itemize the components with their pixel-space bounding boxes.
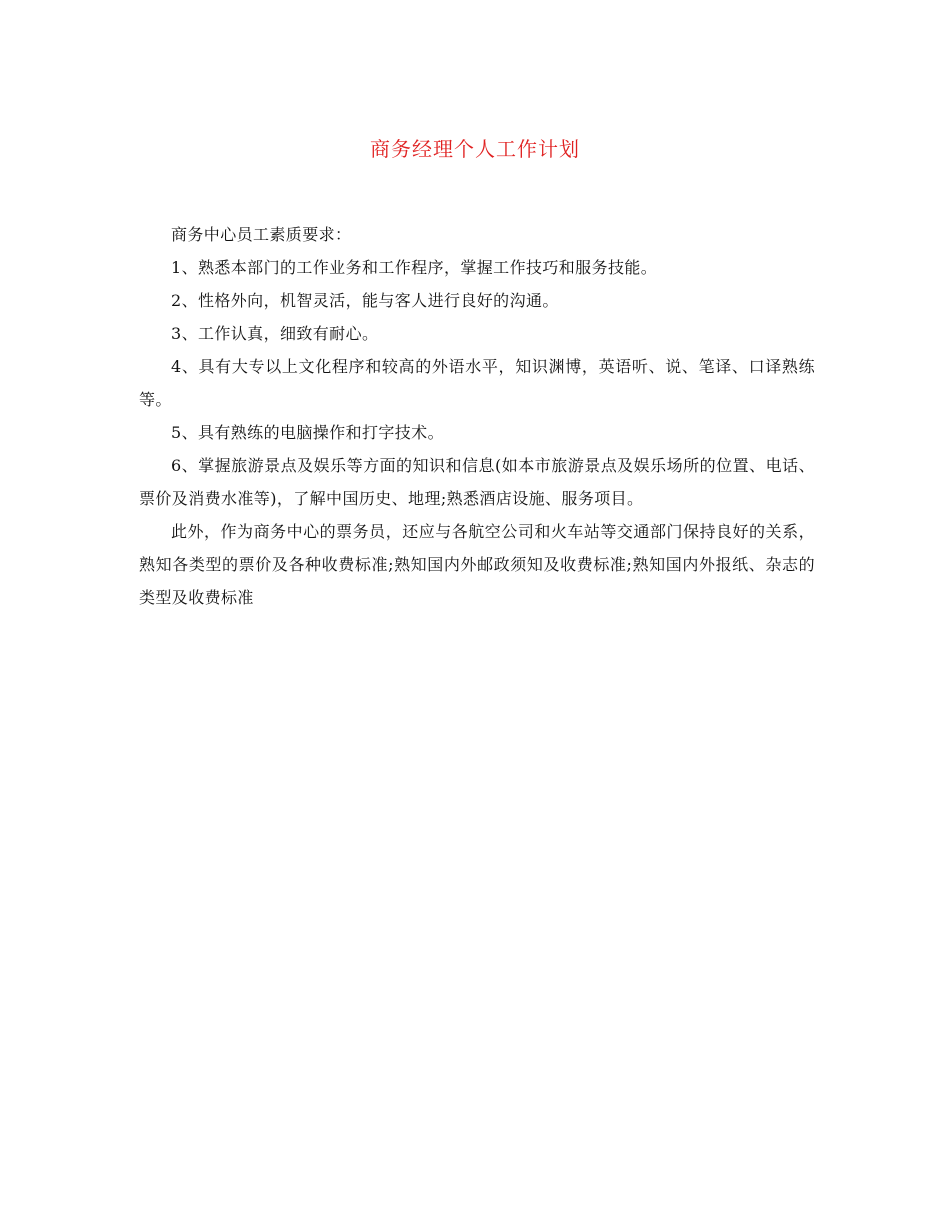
paragraph-item-5: 5、具有熟练的电脑操作和打字技术。 xyxy=(171,423,444,442)
paragraph-item-4: 4、具有大专以上文化程序和较高的外语水平，知识渊博，英语听、说、笔译、口译熟练等。 xyxy=(139,357,815,409)
paragraph-item-6: 6、掌握旅游景点及娱乐等方面的知识和信息(如本市旅游景点及娱乐场所的位置、电话、票价及消费水准等)，了解中国历史、地理;熟悉酒店设施、服务项目。 xyxy=(139,456,815,508)
paragraph-intro: 商务中心员工素质要求： xyxy=(171,225,352,244)
document-body xyxy=(139,218,815,614)
paragraph-closing: 此外，作为商务中心的票务员，还应与各航空公司和火车站等交通部门保持良好的关系，熟知各类型的票价及各种收费标准;熟知国内外邮政须知及收费标准;熟知国内外报纸、杂志的类型及收费标准 xyxy=(139,522,815,607)
paragraph-item-3: 3、工作认真，细致有耐心。 xyxy=(171,324,379,343)
paragraph-item-1: 1、熟悉本部门的工作业务和工作程序，掌握工作技巧和服务技能。 xyxy=(171,258,658,277)
paragraph-item-2: 2、性格外向，机智灵活，能与客人进行良好的沟通。 xyxy=(171,291,559,310)
document-title: 商务经理个人工作计划 xyxy=(370,137,580,161)
